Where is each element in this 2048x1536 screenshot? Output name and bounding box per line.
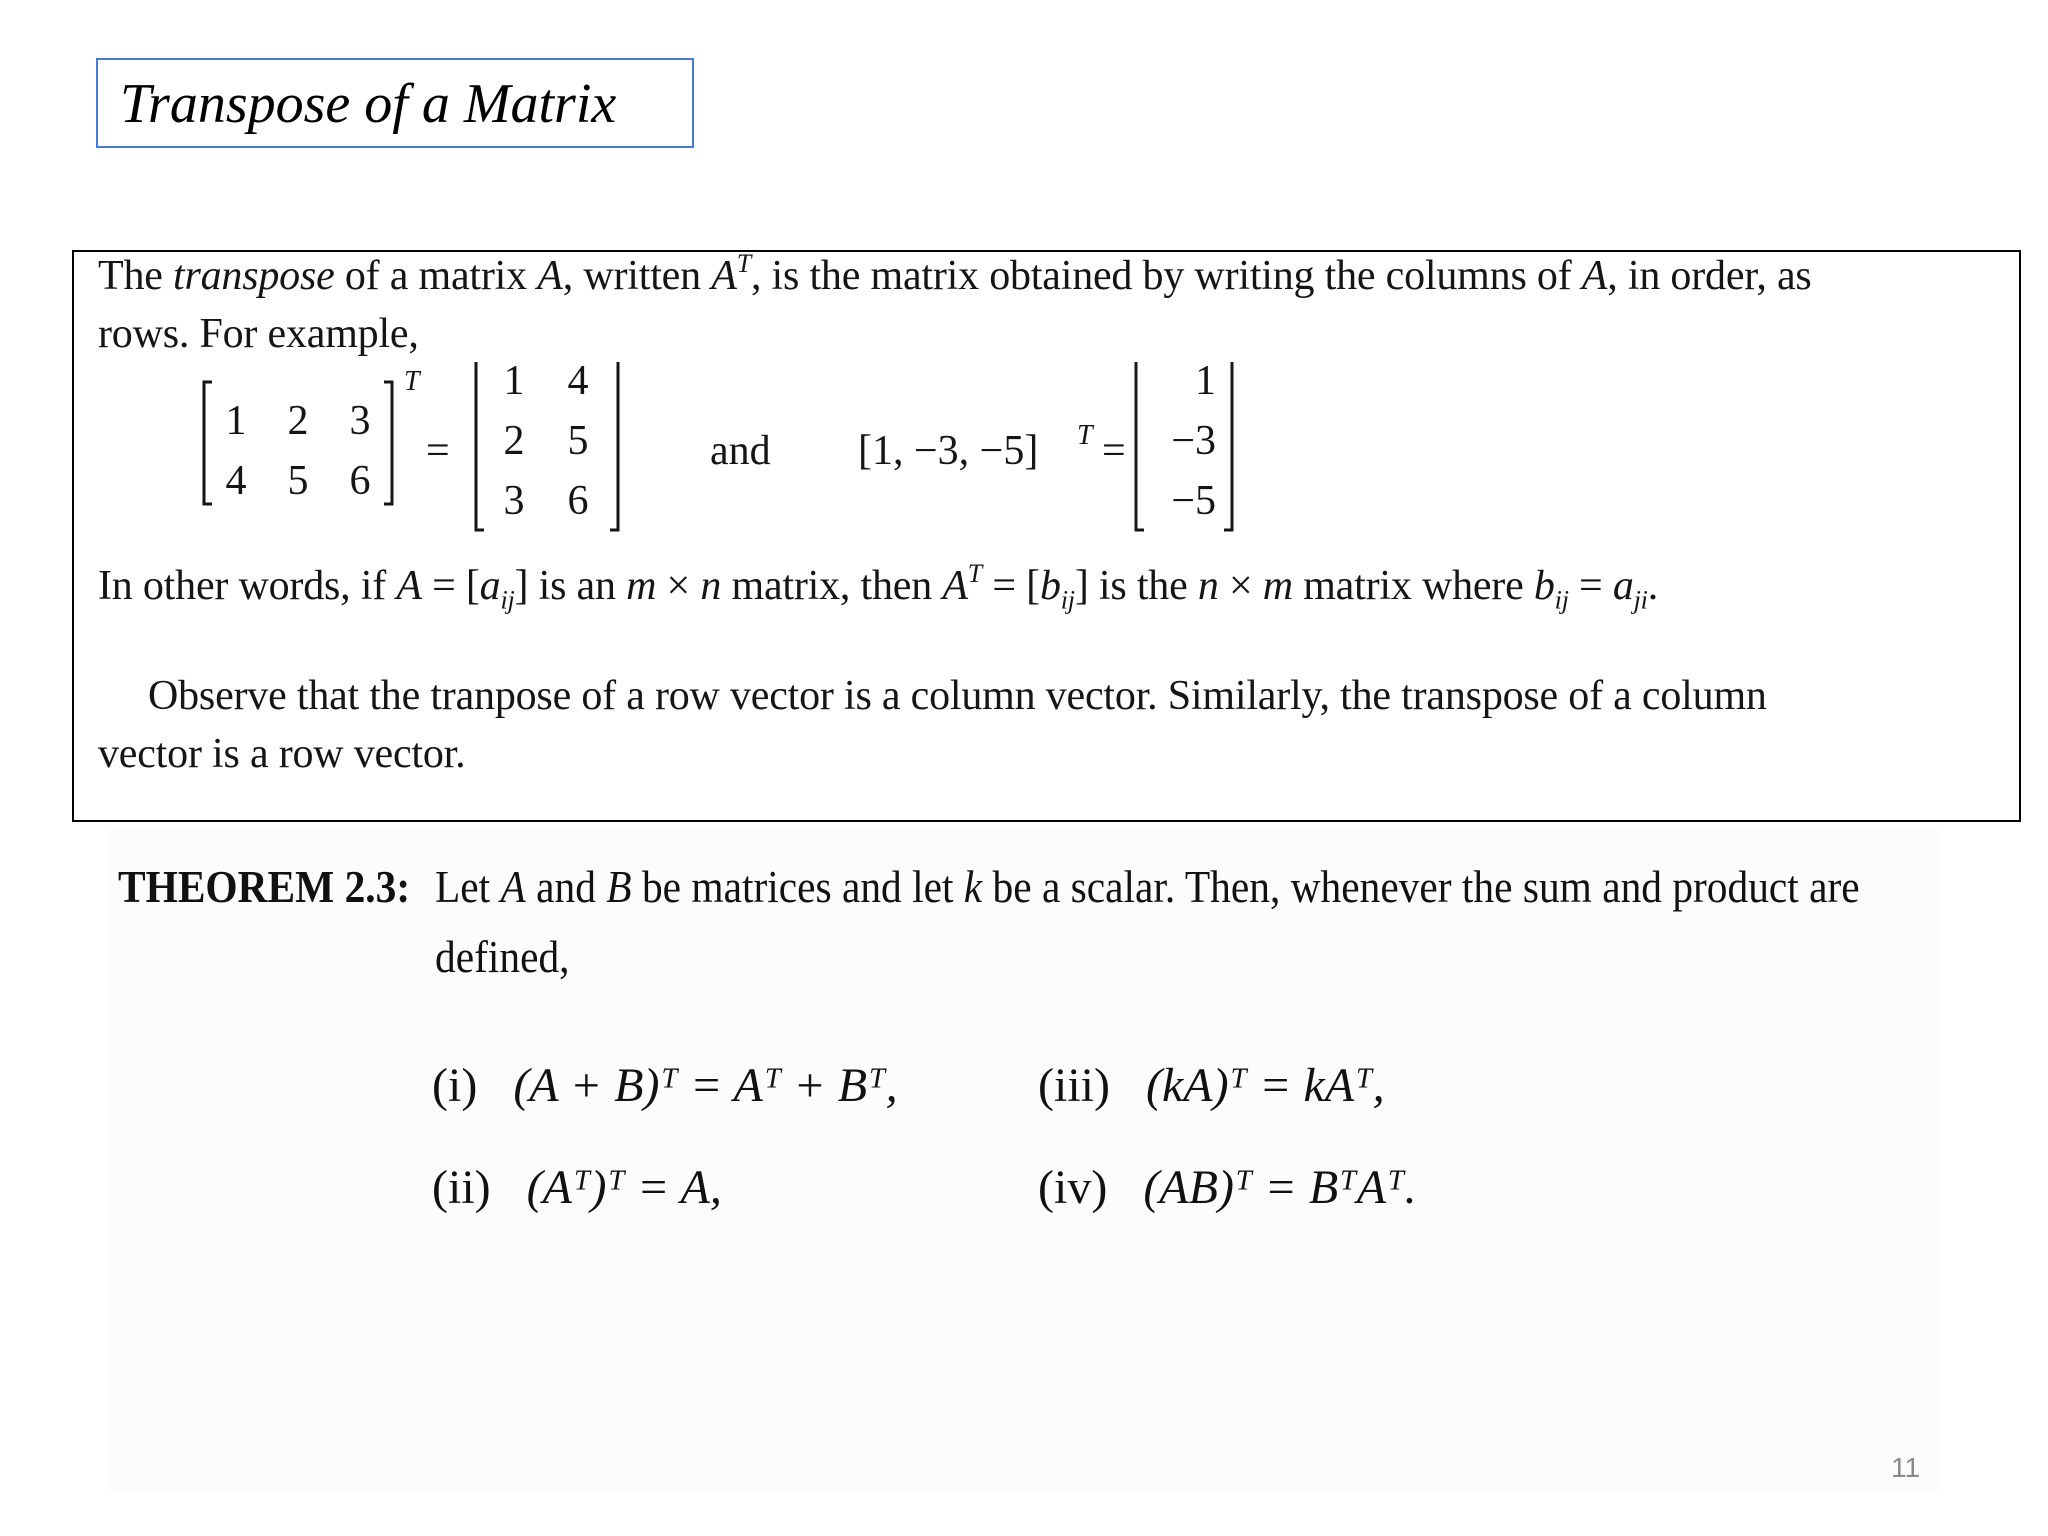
definition-line-2: rows. For example,	[98, 311, 419, 357]
matrix-entry: 5	[567, 418, 589, 464]
definition-box	[72, 250, 2021, 822]
theorem-line-2: defined,	[435, 931, 570, 982]
slide-title: Transpose of a Matrix	[120, 73, 617, 135]
text-written: , written	[562, 253, 701, 299]
left-bracket-2	[476, 362, 484, 530]
matrix-entry: 3	[349, 398, 371, 444]
property-iv: (iv) (AB)ᵀ = BᵀAᵀ.	[1038, 1161, 1417, 1214]
transpose-sup-2: T	[1077, 420, 1093, 451]
example-matrices	[74, 362, 2023, 662]
left-bracket	[204, 382, 212, 504]
text-of-a-matrix: of a matrix	[344, 253, 527, 299]
var-a-transpose: $A^T$	[711, 249, 751, 299]
matrix-entry: 2	[287, 398, 309, 444]
and-text: and	[710, 428, 771, 474]
matrix-entry: −3	[1171, 418, 1216, 464]
text-the: The	[98, 253, 163, 299]
right-bracket-2	[610, 362, 618, 530]
matrix-entry: 1	[225, 398, 247, 444]
text-in-order: , in order, as	[1607, 253, 1812, 299]
right-bracket	[384, 382, 392, 504]
var-a: A	[537, 253, 563, 299]
matrix-entry: −5	[1171, 478, 1216, 524]
definition-line-1	[98, 249, 1812, 300]
property-ii: (ii) (Aᵀ)ᵀ = A,	[432, 1161, 722, 1214]
theorem-line-1: Let A and B be matrices and let k be a scalar. Then, whenever the sum and product are	[435, 861, 1860, 912]
matrix-entry: 1	[503, 362, 525, 404]
property-i: (i) (A + B)ᵀ = Aᵀ + Bᵀ,	[432, 1059, 898, 1112]
matrix-entry: 6	[567, 478, 589, 524]
text-matrix-obtained: , is the matrix obtained by writing the columns of	[750, 253, 1572, 299]
theorem-section	[110, 830, 1940, 1490]
observe-line-2: vector is a row vector.	[98, 731, 466, 777]
equals-1: =	[426, 428, 450, 474]
property-iii: (iii) (kA)ᵀ = kAᵀ,	[1038, 1059, 1385, 1112]
right-bracket-3	[1224, 362, 1232, 530]
observe-line-1: Observe that the tranpose of a row vector is a column vector. Similarly, the transpose of a column	[148, 673, 1767, 719]
row-vector: [1, −3, −5]	[858, 428, 1039, 474]
matrix-2x3	[226, 398, 371, 504]
matrix-entry: 2	[503, 418, 525, 464]
matrix-entry: 5	[287, 458, 309, 504]
page-number: 11	[1891, 1452, 1921, 1483]
matrix-entry: 4	[225, 458, 247, 504]
equals-2: =	[1102, 428, 1126, 474]
definition-line-3: In other words, if $A = [a_{ij}]$ is an m × n matrix, then $A^T = [b_{ij}]$ is the n × m matrix where $b_{ij} = a_{ji}$.	[98, 559, 1659, 615]
theorem-label: THEOREM 2.3:	[118, 861, 411, 912]
matrix-entry: 1	[1195, 362, 1216, 404]
var-a-2: A	[1581, 253, 1608, 299]
slide-title-box	[96, 58, 694, 148]
left-bracket-3	[1136, 362, 1144, 530]
matrix-entry: 6	[349, 458, 371, 504]
term-transpose: transpose	[173, 253, 335, 299]
matrix-entry: 3	[503, 478, 525, 524]
transpose-sup-1: T	[404, 366, 420, 397]
column-vector	[1171, 362, 1216, 524]
matrix-3x2	[504, 362, 589, 524]
matrix-entry: 4	[567, 362, 589, 404]
